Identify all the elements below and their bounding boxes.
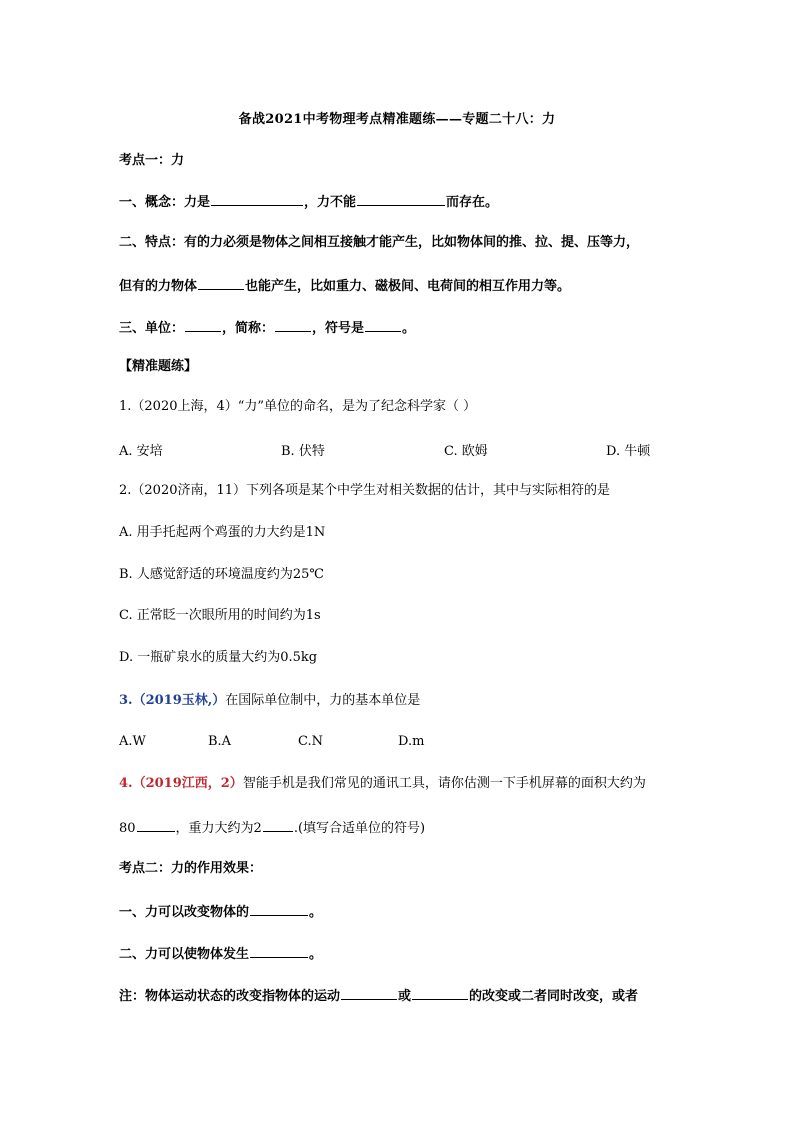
note-text-a: 注：物体运动状态的改变指物体的运动 xyxy=(119,989,341,1004)
answer-blank[interactable] xyxy=(341,986,397,1000)
q1-option-a[interactable]: A. 安培 xyxy=(119,444,163,459)
q3-option-c[interactable]: C.N xyxy=(298,734,323,749)
answer-blank[interactable] xyxy=(137,818,175,832)
q1-stem: 1.（2020上海，4）“力”单位的命名，是为了纪念科学家（ ） xyxy=(119,399,477,414)
feature-line-1: 二、特点：有的力必须是物体之间相互接触才能产生，比如物体间的推、拉、提、压等力， xyxy=(119,235,640,250)
effect-line-1 xyxy=(119,902,689,922)
effect1-text-b: 。 xyxy=(309,905,323,920)
effect2-text-b: 。 xyxy=(309,947,323,962)
effect2-text-a: 二、力可以使物体发生 xyxy=(119,947,250,962)
effect1-text-a: 一、力可以改变物体的 xyxy=(119,905,250,920)
answer-blank[interactable] xyxy=(250,902,308,916)
feature-line-2 xyxy=(119,276,689,296)
answer-blank[interactable] xyxy=(357,192,445,206)
document-title: 备战2021中考物理考点精准题练——专题二十八：力 xyxy=(238,112,556,127)
answer-blank[interactable] xyxy=(250,944,308,958)
q4-stem: 智能手机是我们常见的通讯工具，请你估测一下手机屏幕的面积大约为 xyxy=(242,776,646,791)
note-text-b: 或 xyxy=(398,989,412,1004)
unit-text-a: 三、单位： xyxy=(119,321,185,336)
q3-option-a[interactable]: A.W xyxy=(119,734,146,749)
answer-blank[interactable] xyxy=(198,276,244,290)
q2-option-a[interactable]: A. 用手托起两个鸡蛋的力大约是1N xyxy=(119,525,326,540)
q4-text-b: ，重力大约为2 xyxy=(175,821,262,836)
feature-text-a: 但有的力物体 xyxy=(119,279,198,294)
q1-option-d[interactable]: D. 牛顿 xyxy=(606,444,651,459)
q3-source: 3.（2019玉林,） xyxy=(119,693,226,708)
practice-heading: 【精准题练】 xyxy=(119,359,198,374)
answer-blank[interactable] xyxy=(275,318,311,332)
concept-text-a: 一、概念：力是 xyxy=(119,195,211,210)
kp1-heading: 考点一：力 xyxy=(119,153,185,168)
concept-text-b: ，力不能 xyxy=(304,195,357,210)
q2-option-c[interactable]: C. 正常眨一次眼所用的时间约为1s xyxy=(119,608,321,623)
feature-text-b: 也能产生，比如重力、磁极间、电荷间的相互作用力等。 xyxy=(245,279,571,294)
q4-answer-line xyxy=(119,818,689,838)
q3-option-b[interactable]: B.A xyxy=(208,734,232,749)
q4-text-a: 80 xyxy=(119,821,136,836)
unit-line xyxy=(119,318,689,338)
answer-blank[interactable] xyxy=(263,818,293,832)
unit-text-c: ，符号是 xyxy=(312,321,365,336)
effect-line-2 xyxy=(119,944,689,964)
concept-line xyxy=(119,192,689,212)
q4-stem-line xyxy=(119,775,689,793)
answer-blank[interactable] xyxy=(211,192,303,206)
q2-option-d[interactable]: D. 一瓶矿泉水的质量大约为0.5kg xyxy=(119,650,318,665)
q1-option-c[interactable]: C. 欧姆 xyxy=(444,444,488,459)
answer-blank[interactable] xyxy=(365,318,401,332)
q4-text-c: .(填写合适单位的符号) xyxy=(293,821,426,836)
concept-text-c: 而存在。 xyxy=(446,195,499,210)
answer-blank[interactable] xyxy=(412,986,468,1000)
q3-stem-line xyxy=(119,692,689,710)
note-line xyxy=(119,986,689,1006)
q3-option-d[interactable]: D.m xyxy=(398,734,425,749)
answer-blank[interactable] xyxy=(185,318,221,332)
q3-stem: 在国际单位制中，力的基本单位是 xyxy=(225,693,421,708)
unit-text-d: 。 xyxy=(402,321,416,336)
kp2-heading: 考点二：力的作用效果： xyxy=(119,861,263,876)
unit-text-b: ，简称： xyxy=(222,321,275,336)
q2-option-b[interactable]: B. 人感觉舒适的环境温度约为25℃ xyxy=(119,567,324,582)
q2-stem: 2.（2020济南，11）下列各项是某个中学生对相关数据的估计，其中与实际相符的是 xyxy=(119,483,611,498)
note-text-c: 的改变或二者同时改变，或者 xyxy=(469,989,639,1004)
q4-source: 4.（2019江西，2） xyxy=(119,776,243,791)
q1-option-b[interactable]: B. 伏特 xyxy=(281,444,325,459)
